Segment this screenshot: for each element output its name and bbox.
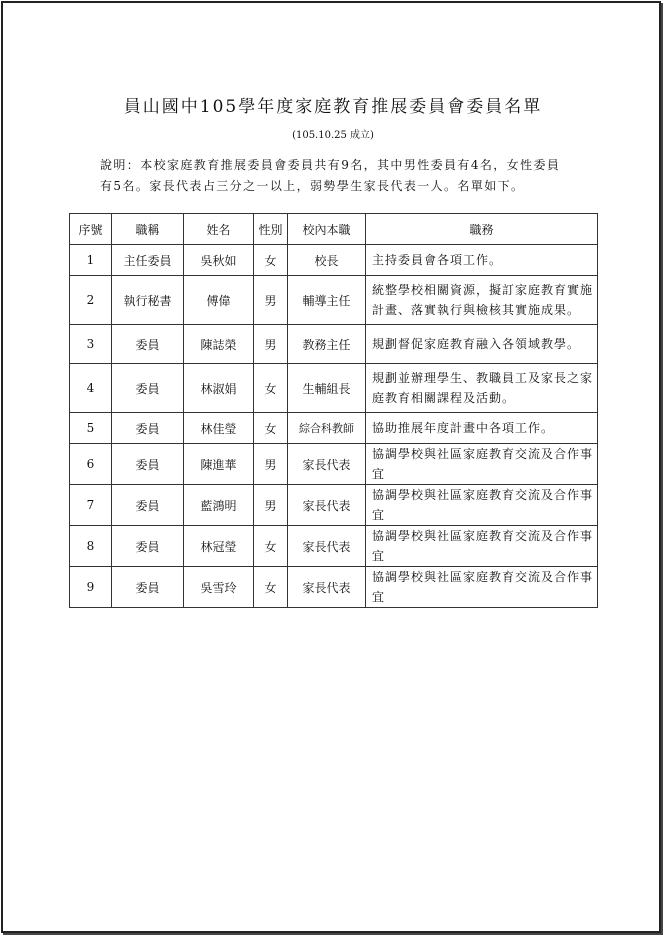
cell-name: 吳雪玲: [184, 567, 254, 608]
cell-no: 8: [70, 526, 112, 567]
cell-gender: 男: [254, 444, 288, 485]
cell-gender: 男: [254, 276, 288, 325]
table-row: [70, 325, 598, 364]
cell-school-post: 生輔組長: [288, 364, 366, 413]
cell-school-post: 家長代表: [288, 567, 366, 608]
cell-school-post: 家長代表: [288, 485, 366, 526]
cell-no: 9: [70, 567, 112, 608]
cell-role: 執行秘書: [112, 276, 184, 325]
cell-no: 2: [70, 276, 112, 325]
cell-name: 藍鴻明: [184, 485, 254, 526]
table-header-row: [70, 214, 598, 245]
table-row: [70, 245, 598, 276]
cell-school-post: 教務主任: [288, 325, 366, 364]
cell-no: 5: [70, 413, 112, 444]
cell-gender: 男: [254, 325, 288, 364]
cell-name: 吳秋如: [184, 245, 254, 276]
cell-duty: 規劃並辦理學生、教職員工及家長之家庭教育相關課程及活動。: [366, 364, 598, 413]
document-title: 員山國中105學年度家庭教育推展委員會委員名單: [123, 97, 543, 117]
cell-school-post: 綜合科教師: [288, 413, 366, 444]
cell-no: 3: [70, 325, 112, 364]
explanation-note: 說明：本校家庭教育推展委員會委員共有9名，其中男性委員有4名，女性委員有5名。家長代表占三分之一以上，弱勢學生家長代表一人。名單如下。: [100, 158, 561, 193]
cell-name: 傅偉: [184, 276, 254, 325]
cell-role: 委員: [112, 567, 184, 608]
header-school-post: 校內本職: [288, 214, 366, 245]
cell-school-post: 校長: [288, 245, 366, 276]
cell-gender: 男: [254, 485, 288, 526]
table-row: [70, 276, 598, 325]
header-gender: 性別: [254, 214, 288, 245]
cell-role: 委員: [112, 485, 184, 526]
table-row: [70, 567, 598, 608]
cell-gender: 女: [254, 526, 288, 567]
cell-school-post: 輔導主任: [288, 276, 366, 325]
cell-duty: 主持委員會各項工作。: [366, 245, 598, 276]
cell-no: 7: [70, 485, 112, 526]
cell-role: 委員: [112, 413, 184, 444]
committee-table: [69, 213, 598, 608]
cell-gender: 女: [254, 245, 288, 276]
cell-duty: 協調學校與社區家庭教育交流及合作事宜: [366, 567, 598, 608]
cell-role: 委員: [112, 325, 184, 364]
table-row: [70, 444, 598, 485]
cell-duty: 協調學校與社區家庭教育交流及合作事宜: [366, 444, 598, 485]
table-row: [70, 485, 598, 526]
cell-no: 1: [70, 245, 112, 276]
cell-gender: 女: [254, 364, 288, 413]
cell-duty: 協調學校與社區家庭教育交流及合作事宜: [366, 485, 598, 526]
header-no: 序號: [70, 214, 112, 245]
established-date: (105.10.25 成立): [292, 130, 374, 141]
cell-school-post: 家長代表: [288, 526, 366, 567]
header-name: 姓名: [184, 214, 254, 245]
header-duty: 職務: [366, 214, 598, 245]
cell-school-post: 家長代表: [288, 444, 366, 485]
cell-name: 陳誌榮: [184, 325, 254, 364]
cell-role: 委員: [112, 444, 184, 485]
cell-gender: 女: [254, 567, 288, 608]
cell-gender: 女: [254, 413, 288, 444]
cell-name: 陳進華: [184, 444, 254, 485]
cell-name: 林冠瑩: [184, 526, 254, 567]
cell-no: 4: [70, 364, 112, 413]
cell-role: 委員: [112, 526, 184, 567]
cell-duty: 協助推展年度計畫中各項工作。: [366, 413, 598, 444]
table-row: [70, 413, 598, 444]
cell-role: 委員: [112, 364, 184, 413]
cell-no: 6: [70, 444, 112, 485]
cell-name: 林淑娟: [184, 364, 254, 413]
table-row: [70, 526, 598, 567]
header-role: 職稱: [112, 214, 184, 245]
cell-duty: 統整學校相關資源，擬訂家庭教育實施計畫、落實執行與檢核其實施成果。: [366, 276, 598, 325]
table-row: [70, 364, 598, 413]
cell-name: 林佳瑩: [184, 413, 254, 444]
cell-role: 主任委員: [112, 245, 184, 276]
cell-duty: 規劃督促家庭教育融入各領域教學。: [366, 325, 598, 364]
cell-duty: 協調學校與社區家庭教育交流及合作事宜: [366, 526, 598, 567]
